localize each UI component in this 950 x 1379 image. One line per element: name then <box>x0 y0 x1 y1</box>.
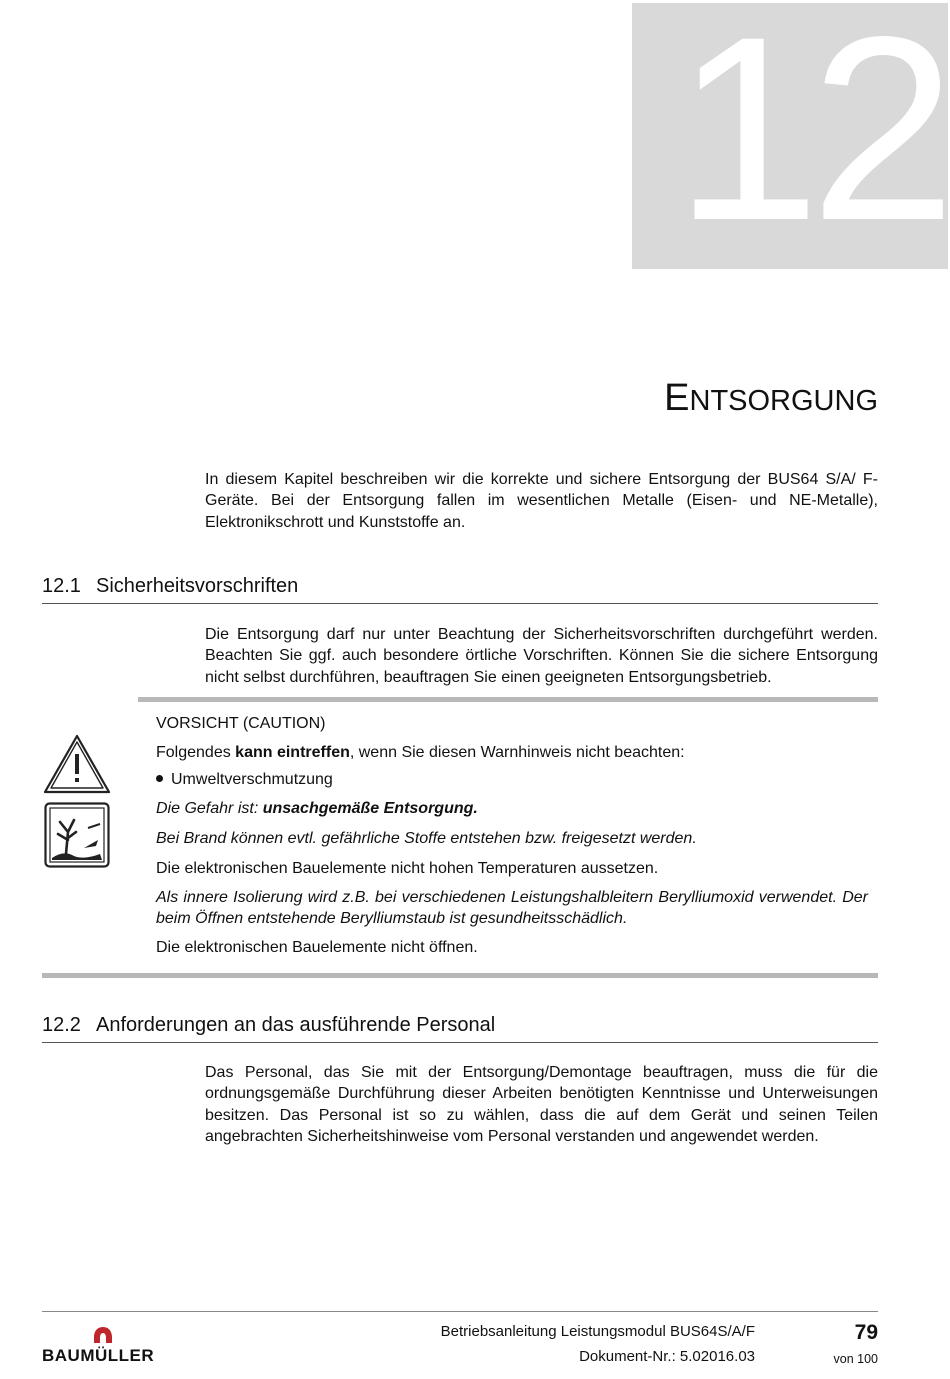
section-2-paragraph: Das Personal, das Sie mit der Entsorgung/Demontage beauftragen, muss die für die ordnungsgemäße Durchführung dieser Arbeiten benötigten Kenntnisse und Unterweisungen besitzen. Das Personal ist so zu wählen, dass die auf dem Gerät und seinen Teilen angebrachten Sicherheitshinweise vom Personal verstanden und angewendet werden. <box>205 1064 878 1145</box>
warning-line-2: Die elektronischen Bauelemente nicht hohen Temperaturen aussetzen. <box>156 860 659 877</box>
warning-danger-bold: unsachgemäße Entsorgung. <box>262 800 478 817</box>
section-number: 12.1 <box>42 575 81 597</box>
footer-rule <box>42 1311 878 1312</box>
warning-top-bar <box>138 697 878 702</box>
section-number: 12.2 <box>42 1014 81 1036</box>
warning-intro-pre: Folgendes <box>156 744 236 761</box>
bullet-icon <box>156 775 163 782</box>
intro-paragraph: In diesem Kapitel beschreiben wir die korrekte und sichere Entsorgung der BUS64 S/A/ F-Geräte. Bei der Entsorgung fallen im wesentlichen Metalle (Eisen- und NE-Metalle), Elektronikschrott und Kunststoffe an. <box>205 471 878 531</box>
section-title: Sicherheitsvorschriften <box>96 575 299 597</box>
section-1-paragraph: Die Entsorgung darf nur unter Beachtung der Sicherheitsvorschriften durchgeführt werden. Beachten Sie ggf. auch besondere örtliche Vorschriften. Können Sie die sichere Entsorgung nicht selbst durchführen, beauftragen Sie einen geeigneten Entsorgungsbetrieb. <box>205 626 878 686</box>
chapter-title <box>664 376 878 423</box>
warning-triangle-icon <box>43 734 111 794</box>
page-total: von 100 <box>833 1352 878 1366</box>
warning-danger <box>156 798 876 819</box>
logo-wordmark: BAUMÜLLER <box>42 1346 155 1365</box>
section-heading-12-2 <box>42 1012 878 1043</box>
warning-level <box>156 713 876 734</box>
page-number: 79 <box>854 1321 878 1344</box>
warning-level-label: VORSICHT <box>156 715 239 732</box>
chapter-title-initial: E <box>664 377 690 419</box>
warning-bullet <box>156 769 876 790</box>
chapter-number: 12 <box>674 3 946 269</box>
footer-doc-title: Betriebsanleitung Leistungsmodul BUS64S/A/F <box>440 1323 755 1340</box>
warning-intro-bold: kann eintreffen <box>235 744 350 761</box>
environment-hazard-icon <box>44 802 110 868</box>
warning-line-3: Als innere Isolierung wird z.B. bei verschiedenen Leistungshalbleitern Berylliumoxid verwendet. Der beim Öffnen entstehende Berylliumstaub ist gesundheitsschädlich. <box>156 889 868 928</box>
warning-level-en: (CAUTION) <box>242 715 326 732</box>
chapter-number-box <box>632 3 948 269</box>
warning-bullet-text: Umweltverschmutzung <box>171 771 333 788</box>
warning-line-4: Die elektronischen Bauelemente nicht öffnen. <box>156 939 478 956</box>
section-heading-12-1 <box>42 573 878 604</box>
baumueller-logo-icon <box>92 1326 114 1344</box>
warning-bottom-bar <box>42 973 878 978</box>
warning-intro-post: , wenn Sie diesen Warnhinweis nicht beachten: <box>349 744 685 761</box>
warning-intro <box>156 742 876 763</box>
section-title: Anforderungen an das ausführende Personal <box>96 1014 496 1036</box>
footer-doc-number: Dokument-Nr.: 5.02016.03 <box>579 1348 755 1365</box>
chapter-title-rest: NTSORGUNG <box>689 385 878 417</box>
baumueller-logo <box>42 1326 164 1366</box>
warning-line-1: Bei Brand können evtl. gefährliche Stoffe entstehen bzw. freigesetzt werden. <box>156 830 697 847</box>
warning-danger-pre: Die Gefahr ist: <box>156 800 263 817</box>
